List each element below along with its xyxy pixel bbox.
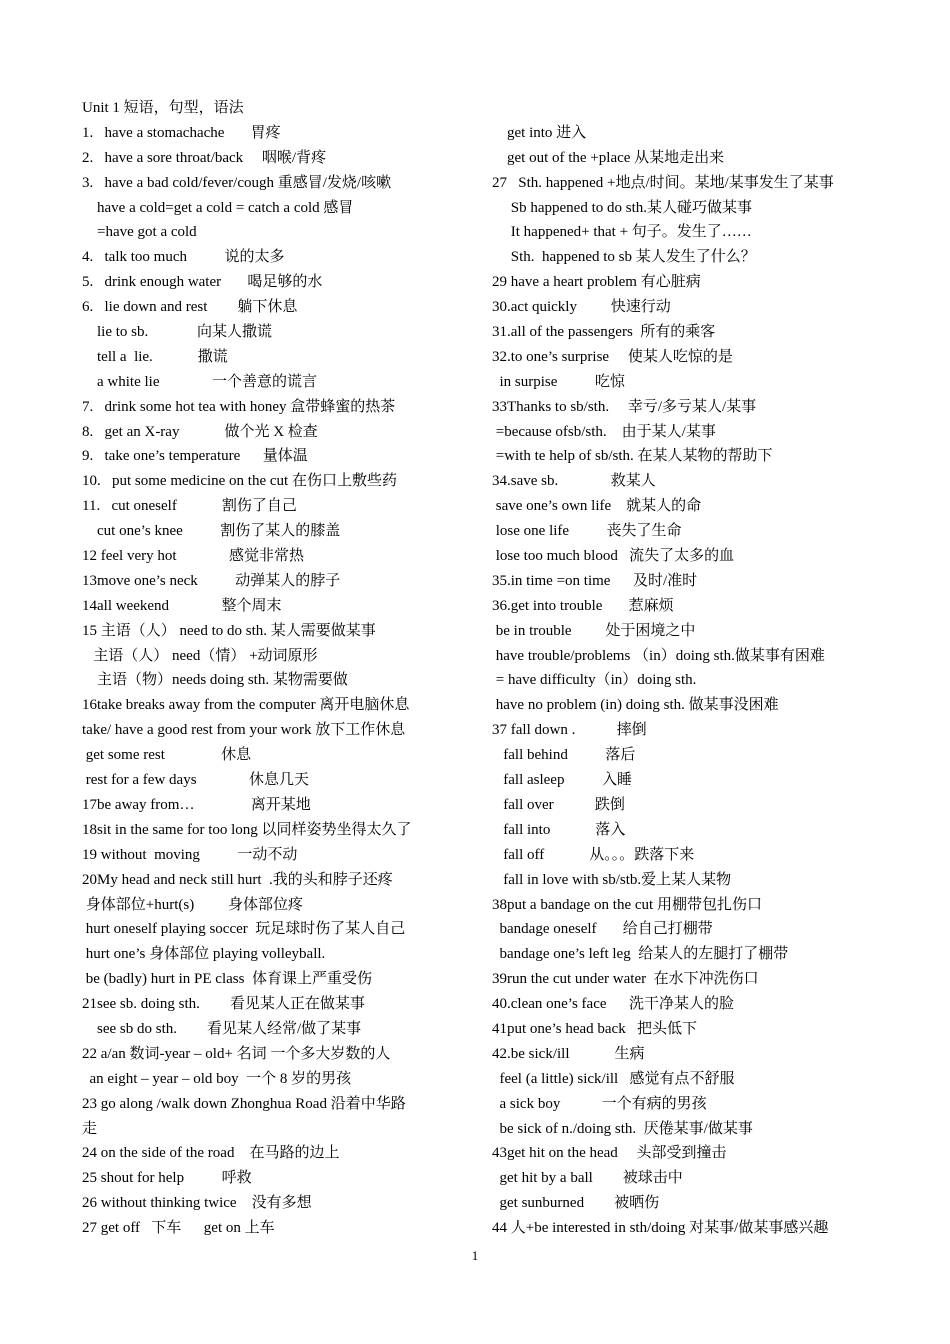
page-number: 1 (471, 1248, 479, 1263)
text-line: 26 without thinking twice 没有多想 (82, 1195, 312, 1212)
text-line: It happened+ that + 句子。发生了…… (492, 224, 752, 241)
text-line: 6. lie down and rest 躺下休息 (82, 299, 298, 316)
text-line: =with te help of sb/sth. 在某人某物的帮助下 (492, 448, 773, 465)
text-line: hurt oneself playing soccer 玩足球时伤了某人自己 (82, 921, 406, 938)
text-line: 身体部位+hurt(s) 身体部位疼 (82, 896, 303, 913)
text-line: 13move one’s neck 动弹某人的脖子 (82, 572, 341, 589)
text-line: 走 (82, 1120, 98, 1137)
text-line: be in trouble 处于困境之中 (492, 622, 696, 639)
text-line: Sb happened to do sth.某人碰巧做某事 (492, 199, 752, 216)
text-line: have no problem (in) doing sth. 做某事没困难 (492, 697, 779, 714)
text-line: 2. have a sore throat/back 咽喉/背疼 (82, 149, 327, 166)
text-line: 42.be sick/ill 生病 (492, 1045, 645, 1062)
text-line: 20My head and neck still hurt .我的头和脖子还疼 (82, 871, 393, 888)
text-line: hurt one’s 身体部位 playing volleyball. (82, 946, 326, 963)
text-line (492, 96, 912, 121)
text-line: 27 get off 下车 get on 上车 (82, 1220, 275, 1237)
text-line: fall over 跌倒 (492, 796, 625, 813)
text-line: 9. take one’s temperature 量体温 (82, 448, 308, 465)
text-line: 35.in time =on time 及时/准时 (492, 572, 698, 589)
text-line: 17be away from… 离开某地 (82, 796, 311, 813)
text-line: 24 on the side of the road 在马路的边上 (82, 1145, 340, 1162)
text-line: fall asleep 入睡 (492, 772, 632, 789)
text-line: 39run the cut under water 在水下冲洗伤口 (492, 971, 759, 988)
left-column (82, 96, 462, 1241)
text-line: bandage one’s left leg 给某人的左腿打了棚带 (492, 946, 789, 963)
text-line: be sick of n./doing sth. 厌倦某事/做某事 (492, 1120, 753, 1137)
text-line: 27 Sth. happened +地点/时间。某地/某事发生了某事 (492, 174, 834, 191)
text-line: 22 a/an 数词-year – old+ 名词 一个多大岁数的人 (82, 1045, 391, 1062)
right-column (492, 96, 912, 1241)
text-line: see sb do sth. 看见某人经常/做了某事 (82, 1020, 362, 1037)
text-line: get some rest 休息 (82, 747, 252, 764)
text-line: 主语（人） need（情） +动词原形 (82, 647, 318, 664)
text-line: Unit 1 短语，句型，语法 (82, 100, 244, 116)
text-line: get into 进入 (492, 124, 587, 141)
text-line: 34.save sb. 救某人 (492, 473, 656, 490)
text-line: 11. cut oneself 割伤了自己 (82, 498, 297, 515)
text-line: = have difficulty（in）doing sth. (492, 672, 697, 689)
text-line: 44 人+be interested in sth/doing 对某事/做某事感兴趣 (492, 1220, 829, 1237)
text-line: 31.all of the passengers 所有的乘客 (492, 324, 716, 341)
text-line: 38put a bandage on the cut 用棚带包扎伤口 (492, 896, 762, 913)
text-line: 32.to one’s surprise 使某人吃惊的是 (492, 348, 733, 365)
text-line: 10. put some medicine on the cut 在伤口上敷些药 (82, 473, 397, 490)
text-line: save one’s own life 就某人的命 (492, 498, 702, 515)
text-line: 33Thanks to sb/sth. 幸亏/多亏某人/某事 (492, 398, 757, 415)
text-line: 3. have a bad cold/fever/cough 重感冒/发烧/咳嗽 (82, 174, 392, 191)
text-line: fall into 落入 (492, 821, 626, 838)
text-line: lose too much blood 流失了太多的血 (492, 548, 735, 565)
text-line: fall behind 落后 (492, 747, 636, 764)
text-line: 30.act quickly 快速行动 (492, 299, 671, 316)
text-line: lose one life 丧失了生命 (492, 523, 682, 540)
text-line: 8. get an X-ray 做个光 X 检查 (82, 423, 318, 440)
text-line: 41put one’s head back 把头低下 (492, 1020, 697, 1037)
text-line: be (badly) hurt in PE class 体育课上严重受伤 (82, 971, 372, 988)
text-line: 5. drink enough water 喝足够的水 (82, 274, 323, 291)
text-line: 12 feel very hot 感觉非常热 (82, 548, 305, 565)
text-line: lie to sb. 向某人撒谎 (82, 324, 272, 341)
text-line: have trouble/problems （in）doing sth.做某事有困难 (492, 647, 825, 664)
text-line: rest for a few days 休息几天 (82, 772, 310, 789)
text-line: 36.get into trouble 惹麻烦 (492, 597, 674, 614)
text-line: tell a lie. 撒谎 (82, 348, 228, 365)
text-line: get sunburned 被晒伤 (492, 1195, 660, 1212)
text-line: 25 shout for help 呼救 (82, 1170, 252, 1187)
text-line: 7. drink some hot tea with honey 盒带蜂蜜的热茶 (82, 398, 396, 415)
text-line: 43get hit on the head 头部受到撞击 (492, 1145, 727, 1162)
text-line: 29 have a heart problem 有心脏病 (492, 274, 701, 291)
text-line: =have got a cold (82, 224, 197, 241)
text-line: 23 go along /walk down Zhonghua Road 沿着中华路 (82, 1095, 406, 1112)
text-line: 16take breaks away from the computer 离开电脑休息 (82, 697, 410, 714)
text-line: =because ofsb/sth. 由于某人/某事 (492, 423, 716, 440)
text-line: have a cold=get a cold = catch a cold 感冒 (82, 199, 354, 216)
text-line: fall in love with sb/stb.爱上某人某物 (492, 871, 732, 888)
text-line: 18sit in the same for too long 以同样姿势坐得太久了 (82, 821, 412, 838)
text-line: get hit by a ball 被球击中 (492, 1170, 683, 1187)
text-line: get out of the +place 从某地走出来 (492, 149, 725, 166)
text-line: an eight – year – old boy 一个 8 岁的男孩 (82, 1070, 352, 1087)
text-line: in surpise 吃惊 (492, 373, 625, 390)
text-line: feel (a little) sick/ill 感觉有点不舒服 (492, 1070, 735, 1087)
text-line: 40.clean one’s face 洗干净某人的脸 (492, 996, 735, 1013)
text-line: cut one’s knee 割伤了某人的膝盖 (82, 523, 341, 540)
text-line: a sick boy 一个有病的男孩 (492, 1095, 707, 1112)
text-line: 14all weekend 整个周末 (82, 597, 282, 614)
text-line: 21see sb. doing sth. 看见某人正在做某事 (82, 996, 365, 1013)
text-line: bandage oneself 给自己打棚带 (492, 921, 713, 938)
text-line: 37 fall down . 摔倒 (492, 722, 647, 739)
text-line: fall off 从。。。跌落下来 (492, 846, 695, 863)
text-line: 15 主语（人） need to do sth. 某人需要做某事 (82, 622, 376, 639)
text-line: 19 without moving 一动不动 (82, 846, 298, 863)
text-line: 主语（物）needs doing sth. 某物需要做 (82, 672, 348, 689)
text-line: take/ have a good rest from your work 放下工作休息 (82, 722, 406, 739)
text-line: a white lie 一个善意的谎言 (82, 373, 317, 390)
text-line: 4. talk too much 说的太多 (82, 249, 285, 266)
text-line: Sth. happened to sb 某人发生了什么？ (492, 249, 756, 266)
text-line: 1. have a stomachache 胃疼 (82, 124, 281, 141)
